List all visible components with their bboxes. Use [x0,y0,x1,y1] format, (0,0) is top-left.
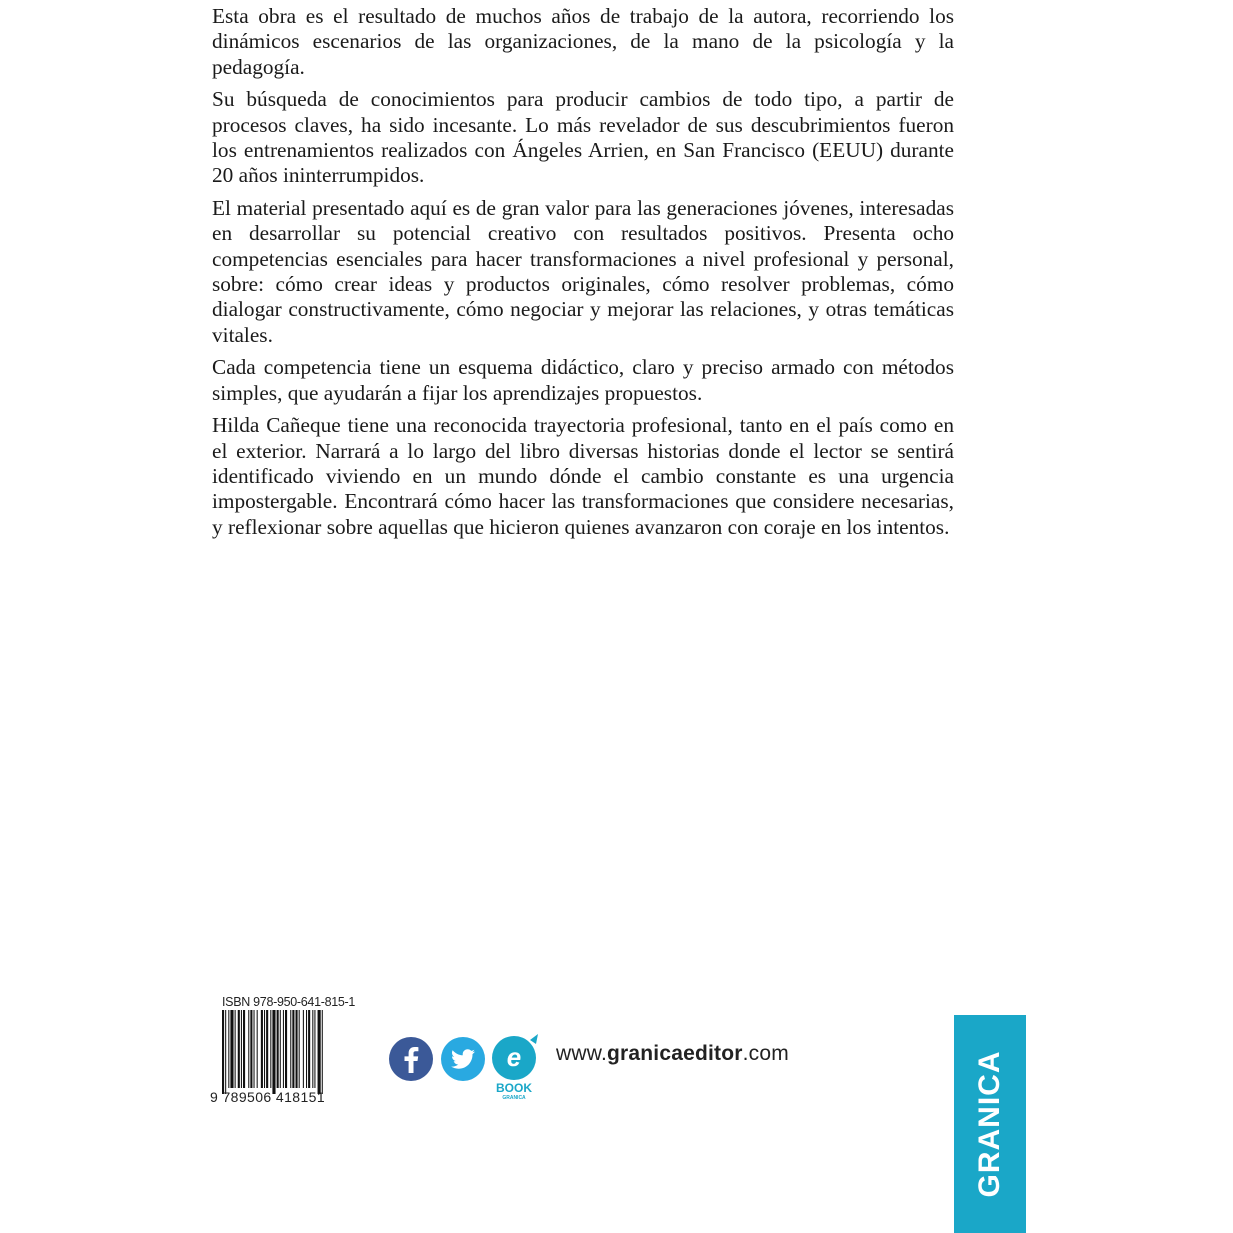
ebook-sublabel: GRANICA [502,1095,526,1101]
blurb-paragraph-4: Cada competencia tiene un esquema didáctico, claro y preciso armado con métodos simples, que ayudarán a fijar los aprendizajes propuestos. [212,355,954,405]
barcode-bar [225,1010,226,1094]
barcode-bar [292,1010,294,1088]
barcode-bar [238,1010,240,1088]
blurb-paragraph-2: Su búsqueda de conocimientos para producir cambios de todo tipo, a partir de procesos claves, ha sido incesante. Lo más revelador de sus descubrimientos fueron los entrenamientos realizados con Ángeles Arrien, en San Francisco (EEUU) durante 20 años ininterrumpidos. [212,87,954,188]
website-suffix: .com [742,1042,789,1065]
back-cover-blurb [212,4,954,547]
twitter-icon[interactable] [440,1036,486,1082]
barcode-bar [318,1010,321,1094]
website-prefix: www. [556,1042,607,1065]
barcode-bar [248,1010,249,1088]
isbn-digits: 9 789506 418151 [210,1089,325,1105]
barcode-bar [257,1010,258,1088]
svg-text:e: e [506,1042,522,1072]
isbn-label: ISBN 978-950-641-815-1 [222,995,356,1009]
barcode-bar [308,1010,310,1088]
website-link[interactable] [556,1042,789,1066]
blurb-paragraph-3: El material presentado aquí es de gran valor para las generaciones jóvenes, interesadas en desarrollar su potencial creativo con resultados positivos. Presenta ocho competencias esenciales para hacer transformaciones a nivel profesional y personal, sobre: cómo crear ideas y productos originales, cómo resolver problemas, cómo dialogar constructivamente, cómo negociar y mejorar las relaciones, y otras temáticas vitales. [212,195,954,347]
publisher-name: GRANICA [973,1050,1006,1198]
barcode-bar [230,1010,233,1088]
barcode-bar [243,1010,245,1088]
barcode-bar [272,1010,275,1094]
barcode-bar [312,1010,313,1088]
barcode-bar [254,1010,255,1088]
barcode-bar [261,1010,263,1088]
barcode-bar [303,1010,304,1088]
isbn-barcode [222,1010,362,1094]
barcode-bar [235,1010,236,1088]
barcode-bar [283,1010,284,1088]
barcode-bar [277,1010,279,1088]
social-icons [388,1030,548,1105]
publisher-band [954,1015,1026,1233]
barcode-bar [250,1010,252,1088]
barcode-bar [266,1010,268,1088]
barcode-bar [280,1010,281,1088]
blurb-paragraph-5: Hilda Cañeque tiene una reconocida trayectoria profesional, tanto en el país como en el exterior. Narrará a lo largo del libro diversas historias donde el lector se sentirá identificado viviendo en un mundo dónde el cambio constante es una urgencia impostergable. Encontrará cómo hacer las transformaciones que considere necesarias, y reflexionar sobre aquellas que hicieron quienes avanzaron con coraje en los intentos. [212,413,954,539]
barcode-bar [222,1010,224,1094]
ebook-icon[interactable] [490,1030,542,1102]
barcode-bar [241,1010,242,1088]
facebook-icon[interactable] [388,1036,434,1082]
barcode-bar [290,1010,291,1088]
barcode-bar [296,1010,298,1088]
barcode-bar [285,1010,287,1088]
barcode-bar [228,1010,229,1088]
ebook-label: BOOK [496,1081,532,1095]
barcode-bar [322,1010,323,1094]
barcode-bar [264,1010,265,1088]
blurb-paragraph-1: Esta obra es el resultado de muchos años de trabajo de la autora, recorriendo los dinámicos escenarios de las organizaciones, de la mano de la psicología y la pedagogía. [212,4,954,79]
barcode-bar [270,1010,271,1088]
barcode-bar [314,1010,315,1088]
website-brand: granicaeditor [606,1042,743,1065]
barcode-bar [299,1010,300,1088]
barcode-bar [306,1010,307,1088]
